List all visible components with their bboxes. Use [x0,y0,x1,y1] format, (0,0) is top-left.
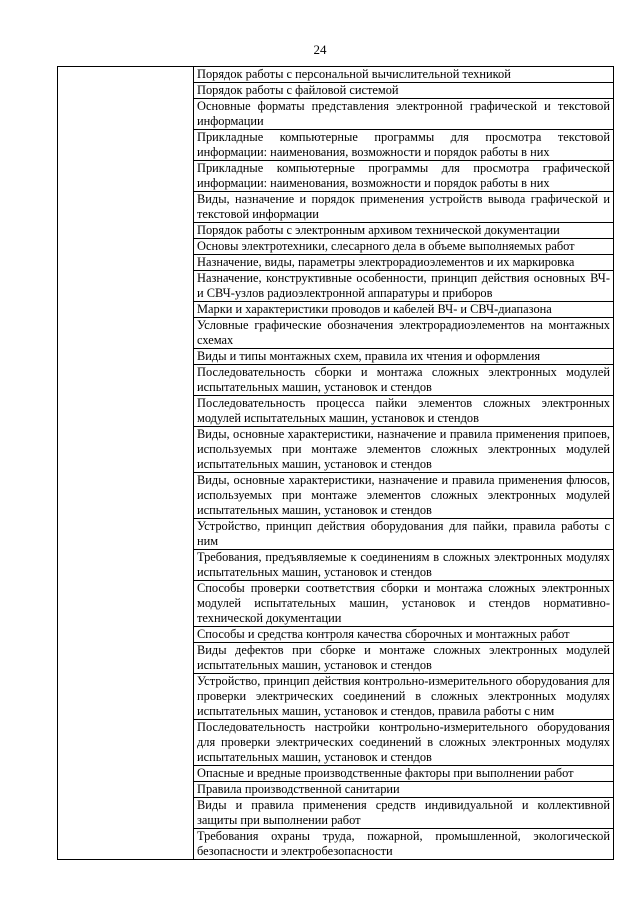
knowledge-item: Способы проверки соответствия сборки и монтажа сложных электронных модулей испытательных машин, установок и стендов нормативно-технической документации [194,581,614,627]
knowledge-item: Назначение, конструктивные особенности, принцип действия основных ВЧ- и СВЧ-узлов радиоэлектронной аппаратуры и приборов [194,271,614,302]
knowledge-item: Виды дефектов при сборке и монтаже сложных электронных модулей испытательных машин, установок и стендов [194,643,614,674]
knowledge-item: Условные графические обозначения электрорадиоэлементов на монтажных схемах [194,318,614,349]
knowledge-item: Порядок работы с файловой системой [194,83,614,99]
knowledge-item: Порядок работы с электронным архивом технической документации [194,223,614,239]
knowledge-item: Прикладные компьютерные программы для просмотра текстовой информации: наименования, возможности и порядок работы в них [194,130,614,161]
knowledge-item: Основы электротехники, слесарного дела в объеме выполняемых работ [194,239,614,255]
knowledge-item: Виды и правила применения средств индивидуальной и коллективной защиты при выполнении работ [194,798,614,829]
knowledge-item: Основные форматы представления электронной графической и текстовой информации [194,99,614,130]
knowledge-item: Виды, основные характеристики, назначение и правила применения флюсов, используемых при монтаже элементов сложных электронных модулей испытательных машин, установок и стендов [194,473,614,519]
knowledge-item: Правила производственной санитарии [194,782,614,798]
page-number: 24 [313,42,327,57]
knowledge-item: Виды, основные характеристики, назначение и правила применения припоев, используемых при монтаже элементов сложных электронных модулей испытательных машин, установок и стендов [194,427,614,473]
knowledge-item: Последовательность сборки и монтажа сложных электронных модулей испытательных машин, установок и стендов [194,365,614,396]
knowledge-item: Порядок работы с персональной вычислительной техникой [194,67,614,83]
knowledge-item: Последовательность настройки контрольно-измерительного оборудования для проверки электрических соединений в сложных электронных модулях испытательных машин, установок и стендов [194,720,614,766]
knowledge-item: Прикладные компьютерные программы для просмотра графической информации: наименования, возможности и порядок работы в них [194,161,614,192]
knowledge-item: Способы и средства контроля качества сборочных и монтажных работ [194,627,614,643]
knowledge-item: Требования, предъявляемые к соединениям в сложных электронных модулях испытательных машин, установок и стендов [194,550,614,581]
requirements-label-cell [58,67,194,860]
knowledge-item: Опасные и вредные производственные факторы при выполнении работ [194,766,614,782]
knowledge-item: Последовательность процесса пайки элементов сложных электронных модулей испытательных машин, установок и стендов [194,396,614,427]
knowledge-item: Назначение, виды, параметры электрорадиоэлементов и их маркировка [194,255,614,271]
knowledge-item: Марки и характеристики проводов и кабелей ВЧ- и СВЧ-диапазона [194,302,614,318]
knowledge-item: Требования охраны труда, пожарной, промышленной, экологической безопасности и электробезопасности [194,829,614,860]
table-row [58,67,614,83]
knowledge-item: Устройство, принцип действия контрольно-измерительного оборудования для проверки электрических соединений в сложных электронных модулях испытательных машин, установок и стендов, правила работы с ним [194,674,614,720]
knowledge-item: Виды, назначение и порядок применения устройств вывода графической и текстовой информации [194,192,614,223]
knowledge-item: Виды и типы монтажных схем, правила их чтения и оформления [194,349,614,365]
knowledge-item: Устройство, принцип действия оборудования для пайки, правила работы с ним [194,519,614,550]
knowledge-table [57,66,614,860]
table-body [58,67,614,860]
